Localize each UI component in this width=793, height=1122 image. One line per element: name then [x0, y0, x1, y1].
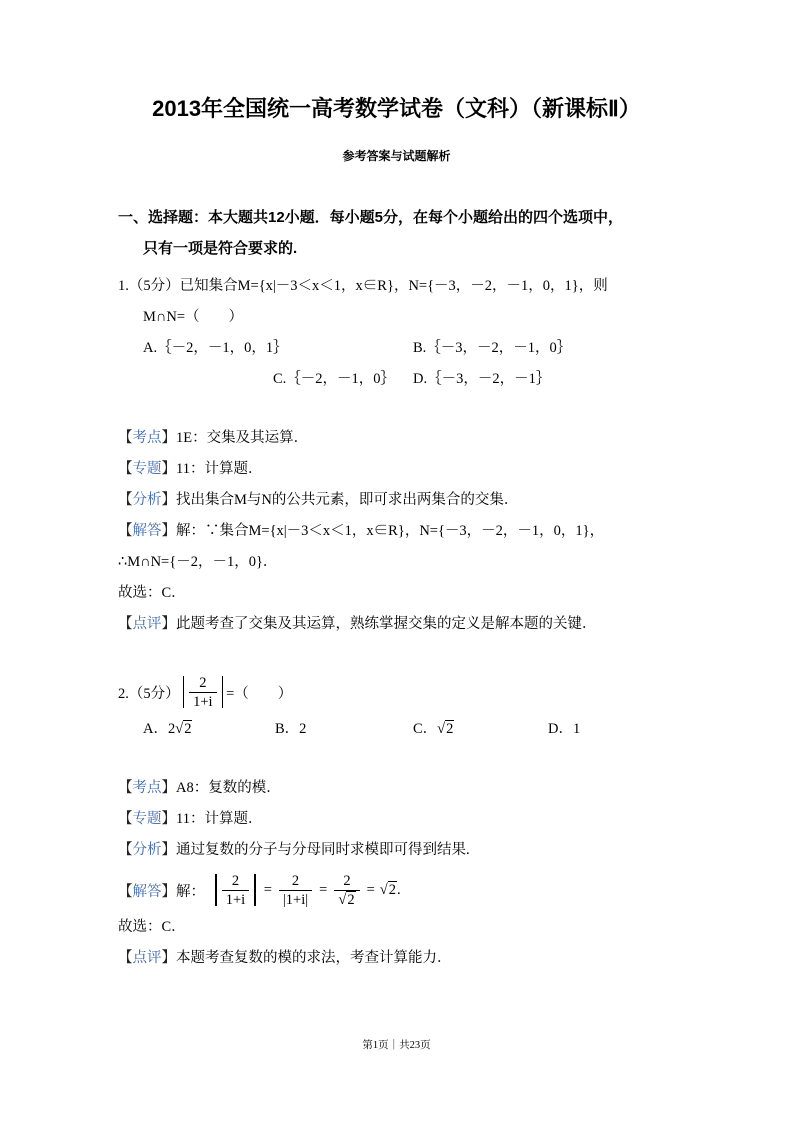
q1-kaodian-tag	[118, 430, 176, 446]
q2-fenxi-line	[118, 835, 675, 866]
q1-options-row-1	[118, 333, 675, 364]
fraction-numerator: 2	[334, 872, 359, 891]
bracket-open: 【	[118, 430, 133, 446]
q1-fenxi-line	[118, 485, 675, 516]
q2-fenxi-tag	[118, 842, 176, 858]
sqrt-expression	[437, 720, 454, 737]
page-title: 2013年全国统一高考数学试卷（文科）（新课标Ⅱ）	[152, 96, 641, 121]
q1-option-d: D.｛－3，－2，－1｝	[413, 371, 551, 387]
radical-sign: √	[437, 721, 446, 737]
section-heading-line-2: 只有一项是符合要求的.	[143, 240, 298, 257]
q2-option-d: D．1	[548, 721, 581, 737]
bracket-close: 】	[161, 842, 176, 858]
bracket-open: 【	[118, 811, 133, 827]
fraction	[222, 872, 249, 909]
q2-kaodian-line	[118, 773, 675, 804]
tag-label-jieda: 解答	[132, 523, 162, 539]
q2-options-row	[118, 714, 675, 745]
q2-option-c	[413, 714, 548, 745]
question-2	[118, 670, 675, 745]
tag-label-jieda: 解答	[132, 883, 162, 900]
q1-jieda-line-1	[118, 516, 675, 547]
q1-jieda-tag	[118, 523, 176, 539]
bracket-open: 【	[118, 616, 133, 632]
sqrt-expression	[338, 891, 355, 908]
tag-label-dianping: 点评	[132, 950, 162, 966]
bracket-open: 【	[118, 780, 133, 796]
fraction-denominator: 1+i	[193, 693, 213, 710]
q1-option-b: B.｛－3，－2，－1，0｝	[413, 340, 572, 356]
abs-bar-right	[222, 676, 224, 708]
tag-label-zhuanti: 专题	[132, 461, 162, 477]
q1-zhuanti-tag	[118, 461, 176, 477]
q2-zhuanti-text: 11：计算题．	[176, 811, 263, 827]
q1-zhuanti-line	[118, 454, 675, 485]
q1-kaodian-text: 1E：交集及其运算．	[176, 430, 309, 446]
fraction-numerator: 2	[189, 674, 216, 693]
q2-jieda-line	[118, 868, 675, 912]
fraction-numerator: 2	[279, 872, 312, 891]
q2-stem-prefix: 2.（5分）	[118, 685, 180, 702]
q2-dianping-tag	[118, 950, 176, 966]
tag-label-kaodian: 考点	[132, 780, 162, 796]
bracket-close: 】	[161, 950, 176, 966]
fraction	[279, 872, 312, 909]
bracket-close: 】	[161, 492, 176, 508]
bracket-open: 【	[118, 950, 133, 966]
bracket-close: 】	[161, 883, 176, 900]
tag-label-kaodian: 考点	[132, 430, 162, 446]
sqrt-expression	[380, 882, 397, 899]
q2-option-a	[143, 714, 275, 745]
q2-analysis-block	[118, 773, 675, 974]
bracket-close: 】	[161, 523, 176, 539]
question-1	[118, 271, 675, 395]
q1-answer-choice: 故选：C．	[118, 585, 186, 601]
q1-kaodian-line	[118, 423, 675, 454]
bracket-close: 】	[161, 780, 176, 796]
q2-jieda-tag	[118, 880, 176, 901]
q1-stem-line-2: M∩N=（ ）	[143, 309, 244, 325]
radicand: 2	[347, 891, 355, 908]
q1-dianping-tag	[118, 616, 176, 632]
equals-sign: =	[319, 881, 328, 898]
fraction	[189, 674, 216, 711]
bracket-open: 【	[118, 523, 133, 539]
radical-sign: √	[379, 881, 388, 898]
q1-options-row-2	[118, 364, 675, 395]
bracket-close: 】	[161, 616, 176, 632]
abs-bar-right	[254, 874, 256, 906]
q1-dianping-line	[118, 609, 675, 640]
abs-bar-left	[215, 874, 217, 906]
q1-jieda-line-2: ∴M∩N={－2，－1，0}．	[118, 554, 278, 570]
q2-stem	[118, 670, 675, 714]
fraction-numerator: 2	[222, 872, 249, 891]
equals-sign: =	[263, 881, 272, 898]
fraction-denominator	[334, 891, 359, 909]
bracket-open: 【	[118, 883, 133, 900]
radicand: 2	[184, 721, 192, 737]
section-heading	[118, 202, 675, 264]
radical-sign: √	[338, 891, 347, 908]
page-footer: 第1页｜共23页	[362, 1040, 431, 1051]
fraction	[334, 872, 359, 909]
q2-option-c-label: C．	[413, 721, 438, 737]
q2-kaodian-tag	[118, 780, 176, 796]
radical-sign: √	[175, 721, 184, 737]
fraction-denominator: |1+i|	[282, 891, 309, 908]
bracket-open: 【	[118, 842, 133, 858]
bracket-close: 】	[161, 430, 176, 446]
radicand: 2	[446, 721, 454, 737]
bracket-open: 【	[118, 461, 133, 477]
bracket-open: 【	[118, 492, 133, 508]
abs-bar-left	[183, 676, 185, 708]
bracket-close: 】	[161, 461, 176, 477]
tag-label-fenxi: 分析	[132, 492, 162, 508]
radicand: 2	[388, 881, 396, 898]
q2-option-a-label: A．2	[143, 721, 176, 737]
q2-answer-choice: 故选：C．	[118, 919, 186, 935]
q2-dianping-text: 本题考查复数的模的求法，考查计算能力．	[176, 950, 452, 966]
fraction-denominator: 1+i	[225, 891, 246, 908]
q2-dianping-line	[118, 943, 675, 974]
q1-analysis-block	[118, 423, 675, 640]
q1-stem-line-1: 1.（5分）已知集合M={x|－3＜x＜1，x∈R}，N={－3，－2，－1，0，1}，则	[118, 278, 608, 294]
bracket-close: 】	[161, 811, 176, 827]
tag-label-dianping: 点评	[132, 616, 162, 632]
q1-fenxi-tag	[118, 492, 176, 508]
q2-stem-tail: =（ ）	[226, 685, 293, 702]
tag-label-zhuanti: 专题	[132, 811, 162, 827]
q2-kaodian-text: A8：复数的模．	[176, 780, 281, 796]
q2-jieda-period: .	[396, 881, 401, 898]
q1-dianping-text: 此题考查了交集及其运算，熟练掌握交集的定义是解本题的关键．	[176, 616, 597, 632]
equals-sign: =	[366, 881, 375, 898]
q2-zhuanti-line	[118, 804, 675, 835]
q1-zhuanti-text: 11：计算题．	[176, 461, 263, 477]
q2-jieda-prefix: 解：	[176, 883, 213, 900]
q1-option-a: A.｛－2，－1，0，1｝	[143, 340, 288, 356]
q2-option-b: B．2	[275, 721, 307, 737]
section-heading-line-1: 一、选择题：本大题共12小题．每小题5分，在每个小题给出的四个选项中，	[118, 209, 624, 226]
q1-option-c: C.｛－2，－1，0｝	[273, 371, 396, 387]
q2-fenxi-text: 通过复数的分子与分母同时求模即可得到结果.	[176, 842, 470, 858]
page-subtitle: 参考答案与试题解析	[342, 149, 451, 163]
sqrt-expression	[175, 720, 192, 737]
tag-label-fenxi: 分析	[132, 842, 162, 858]
q2-zhuanti-tag	[118, 811, 176, 827]
q1-jieda-text-1: 解：∵集合M={x|－3＜x＜1，x∈R}，N={－3，－2，－1，0，1}，	[176, 523, 605, 539]
q1-fenxi-text: 找出集合M与N的公共元素，即可求出两集合的交集．	[176, 492, 519, 508]
